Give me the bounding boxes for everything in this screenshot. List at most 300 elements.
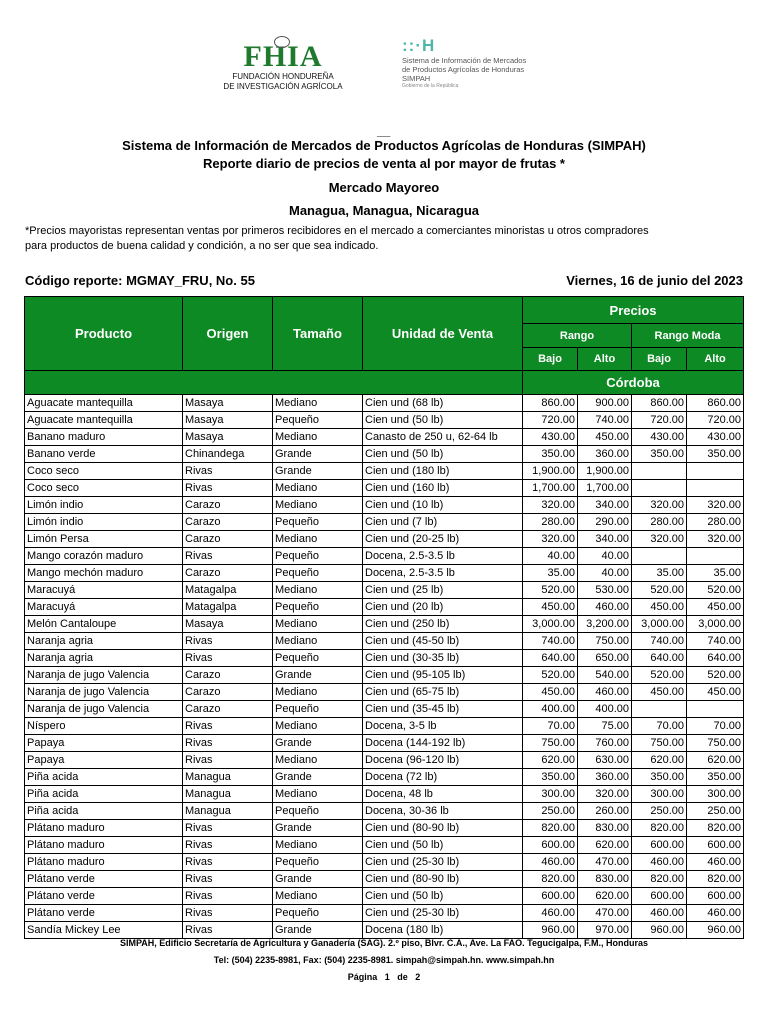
table-row <box>25 888 744 905</box>
table-row <box>25 667 744 684</box>
cell-bajo: 960.00 <box>523 922 578 939</box>
cell-origen: Carazo <box>183 684 273 701</box>
price-note-line2: para productos de buena calidad y condición, a no ser que sea indicado. <box>25 240 379 252</box>
cell-bajo-moda: 450.00 <box>632 684 687 701</box>
table-row <box>25 735 744 752</box>
cell-bajo-moda: 720.00 <box>632 412 687 429</box>
cell-producto: Mango mechón maduro <box>25 565 183 582</box>
cell-origen: Rivas <box>183 718 273 735</box>
cell-alto-moda: 450.00 <box>687 684 744 701</box>
cell-bajo-moda: 860.00 <box>632 395 687 412</box>
cell-alto-moda: 600.00 <box>687 837 744 854</box>
cell-unidad: Docena, 2.5-3.5 lb <box>363 565 523 582</box>
cell-bajo: 70.00 <box>523 718 578 735</box>
cell-producto: Coco seco <box>25 480 183 497</box>
cell-origen: Rivas <box>183 480 273 497</box>
cell-alto-moda: 640.00 <box>687 650 744 667</box>
col-unidad: Unidad de Venta <box>363 297 523 371</box>
cell-unidad: Cien und (30-35 lb) <box>363 650 523 667</box>
cell-unidad: Cien und (50 lb) <box>363 837 523 854</box>
cell-origen: Matagalpa <box>183 599 273 616</box>
cell-bajo-moda: 280.00 <box>632 514 687 531</box>
cell-tamano: Mediano <box>273 684 363 701</box>
cell-alto: 620.00 <box>578 837 632 854</box>
table-row <box>25 531 744 548</box>
cell-tamano: Mediano <box>273 395 363 412</box>
cell-alto: 750.00 <box>578 633 632 650</box>
cell-unidad: Cien und (7 lb) <box>363 514 523 531</box>
cell-bajo: 450.00 <box>523 684 578 701</box>
cell-tamano: Pequeño <box>273 854 363 871</box>
cell-producto: Papaya <box>25 752 183 769</box>
cell-bajo-moda: 640.00 <box>632 650 687 667</box>
cell-bajo: 460.00 <box>523 905 578 922</box>
cell-alto: 630.00 <box>578 752 632 769</box>
cell-bajo: 640.00 <box>523 650 578 667</box>
cell-origen: Rivas <box>183 820 273 837</box>
cell-bajo-moda: 350.00 <box>632 769 687 786</box>
cell-bajo: 1,700.00 <box>523 480 578 497</box>
cell-origen: Rivas <box>183 837 273 854</box>
cell-producto: Níspero <box>25 718 183 735</box>
cell-producto: Aguacate mantequilla <box>25 395 183 412</box>
cell-alto: 450.00 <box>578 429 632 446</box>
cell-unidad: Docena, 3-5 lb <box>363 718 523 735</box>
cell-alto: 460.00 <box>578 684 632 701</box>
cell-tamano: Grande <box>273 463 363 480</box>
cell-bajo: 740.00 <box>523 633 578 650</box>
market-name: Mercado Mayoreo <box>328 180 440 195</box>
cell-alto: 360.00 <box>578 769 632 786</box>
cell-tamano: Pequeño <box>273 412 363 429</box>
table-row <box>25 803 744 820</box>
cell-producto: Banano verde <box>25 446 183 463</box>
cell-unidad: Cien und (250 lb) <box>363 616 523 633</box>
cell-bajo: 350.00 <box>523 446 578 463</box>
cell-alto: 740.00 <box>578 412 632 429</box>
fhia-name-line2: DE INVESTIGACIÓN AGRÍCOLA <box>223 82 343 91</box>
cell-bajo: 620.00 <box>523 752 578 769</box>
cell-alto: 40.00 <box>578 565 632 582</box>
table-row <box>25 769 744 786</box>
cell-unidad: Cien und (65-75 lb) <box>363 684 523 701</box>
cell-unidad: Cien und (80-90 lb) <box>363 820 523 837</box>
header-dash: __ <box>377 124 391 138</box>
cell-unidad: Cien und (35-45 lb) <box>363 701 523 718</box>
cell-bajo-moda: 320.00 <box>632 531 687 548</box>
header-spacer <box>25 371 523 395</box>
table-row <box>25 633 744 650</box>
cell-origen: Rivas <box>183 735 273 752</box>
cell-bajo-moda: 820.00 <box>632 871 687 888</box>
table-row <box>25 565 744 582</box>
logos-area <box>0 34 768 110</box>
cell-bajo-moda <box>632 463 687 480</box>
simpah-name-line1: Sistema de Información de Mercados <box>402 56 527 65</box>
cell-origen: Carazo <box>183 497 273 514</box>
table-row <box>25 922 744 939</box>
cell-unidad: Cien und (25 lb) <box>363 582 523 599</box>
cell-tamano: Grande <box>273 667 363 684</box>
cell-alto-moda: 70.00 <box>687 718 744 735</box>
cell-origen: Carazo <box>183 531 273 548</box>
cell-bajo-moda: 750.00 <box>632 735 687 752</box>
cell-tamano: Pequeño <box>273 905 363 922</box>
cell-bajo-moda: 70.00 <box>632 718 687 735</box>
price-note <box>25 224 725 254</box>
cell-tamano: Grande <box>273 820 363 837</box>
cell-bajo: 750.00 <box>523 735 578 752</box>
cell-alto-moda: 520.00 <box>687 582 744 599</box>
table-row <box>25 497 744 514</box>
cell-unidad: Cien und (20-25 lb) <box>363 531 523 548</box>
currency-header: Córdoba <box>523 371 744 395</box>
cell-origen: Rivas <box>183 922 273 939</box>
simpah-logo-mark: ::·H <box>402 36 436 55</box>
col-origen: Origen <box>183 297 273 371</box>
cell-producto: Plátano maduro <box>25 820 183 837</box>
cell-origen: Matagalpa <box>183 582 273 599</box>
table-row <box>25 582 744 599</box>
cell-origen: Rivas <box>183 871 273 888</box>
cell-bajo: 40.00 <box>523 548 578 565</box>
cell-producto: Melón Cantaloupe <box>25 616 183 633</box>
cell-alto-moda <box>687 480 744 497</box>
table-row <box>25 786 744 803</box>
cell-alto-moda: 460.00 <box>687 854 744 871</box>
simpah-name-line3: SIMPAH <box>402 74 431 83</box>
cell-alto-moda <box>687 701 744 718</box>
cell-bajo: 320.00 <box>523 531 578 548</box>
cell-tamano: Pequeño <box>273 650 363 667</box>
table-row <box>25 395 744 412</box>
cell-origen: Managua <box>183 786 273 803</box>
cell-alto: 290.00 <box>578 514 632 531</box>
cell-alto: 75.00 <box>578 718 632 735</box>
cell-bajo-moda: 35.00 <box>632 565 687 582</box>
cell-alto: 830.00 <box>578 820 632 837</box>
table-row <box>25 837 744 854</box>
cell-alto: 830.00 <box>578 871 632 888</box>
cell-alto-moda <box>687 548 744 565</box>
table-row <box>25 463 744 480</box>
cell-bajo-moda: 430.00 <box>632 429 687 446</box>
cell-producto: Aguacate mantequilla <box>25 412 183 429</box>
cell-unidad: Cien und (25-30 lb) <box>363 854 523 871</box>
table-row <box>25 650 744 667</box>
cell-tamano: Mediano <box>273 582 363 599</box>
cell-producto: Naranja agria <box>25 650 183 667</box>
table-row <box>25 514 744 531</box>
cell-producto: Piña acida <box>25 786 183 803</box>
cell-tamano: Mediano <box>273 480 363 497</box>
cell-bajo: 600.00 <box>523 888 578 905</box>
cell-alto: 1,900.00 <box>578 463 632 480</box>
cell-producto: Limón indio <box>25 514 183 531</box>
col-tamano: Tamaño <box>273 297 363 371</box>
cell-producto: Plátano maduro <box>25 837 183 854</box>
cell-alto-moda: 350.00 <box>687 446 744 463</box>
cell-alto-moda: 3,000.00 <box>687 616 744 633</box>
cell-origen: Masaya <box>183 429 273 446</box>
simpah-name-line4: Gobierno de la República <box>402 83 459 89</box>
cell-bajo-moda: 350.00 <box>632 446 687 463</box>
cell-alto-moda: 600.00 <box>687 888 744 905</box>
cell-alto: 360.00 <box>578 446 632 463</box>
table-row <box>25 871 744 888</box>
cell-alto: 650.00 <box>578 650 632 667</box>
cell-bajo-moda: 460.00 <box>632 905 687 922</box>
cell-tamano: Grande <box>273 735 363 752</box>
cell-alto-moda: 350.00 <box>687 769 744 786</box>
cell-origen: Rivas <box>183 905 273 922</box>
cell-bajo-moda: 600.00 <box>632 888 687 905</box>
cell-alto: 40.00 <box>578 548 632 565</box>
cell-alto-moda: 35.00 <box>687 565 744 582</box>
cell-producto: Piña acida <box>25 769 183 786</box>
globe-icon <box>274 36 290 48</box>
cell-bajo: 720.00 <box>523 412 578 429</box>
fhia-logo <box>218 34 348 104</box>
prices-table <box>24 296 744 939</box>
cell-bajo-moda: 620.00 <box>632 752 687 769</box>
table-row <box>25 599 744 616</box>
table-body <box>25 395 744 939</box>
cell-bajo-moda: 520.00 <box>632 667 687 684</box>
cell-alto: 470.00 <box>578 905 632 922</box>
cell-unidad: Cien und (80-90 lb) <box>363 871 523 888</box>
cell-unidad: Docena (180 lb) <box>363 922 523 939</box>
footer-address: SIMPAH, Edificio Secretaría de Agricultura y Ganadería (SAG). 2.º piso, Blvr. C.A., Ave. La FAO. Tegucigalpa, F.M., Honduras <box>119 938 649 948</box>
cell-tamano: Mediano <box>273 616 363 633</box>
cell-alto-moda: 520.00 <box>687 667 744 684</box>
cell-alto-moda: 430.00 <box>687 429 744 446</box>
cell-unidad: Cien und (180 lb) <box>363 463 523 480</box>
cell-bajo-moda: 820.00 <box>632 820 687 837</box>
col-rango: Rango <box>523 324 632 348</box>
cell-bajo-moda: 450.00 <box>632 599 687 616</box>
cell-alto: 540.00 <box>578 667 632 684</box>
cell-tamano: Mediano <box>273 718 363 735</box>
cell-alto: 3,200.00 <box>578 616 632 633</box>
cell-tamano: Pequeño <box>273 599 363 616</box>
table-row <box>25 752 744 769</box>
cell-tamano: Pequeño <box>273 514 363 531</box>
col-producto: Producto <box>25 297 183 371</box>
table-row <box>25 820 744 837</box>
table-row <box>25 616 744 633</box>
price-note-line1: *Precios mayoristas representan ventas por primeros recibidores en el mercado a comerciantes minoristas u otros compradores <box>25 225 649 237</box>
table-row <box>25 701 744 718</box>
cell-unidad: Cien und (45-50 lb) <box>363 633 523 650</box>
cell-alto-moda: 300.00 <box>687 786 744 803</box>
cell-tamano: Grande <box>273 769 363 786</box>
cell-bajo-moda: 250.00 <box>632 803 687 820</box>
simpah-name-line2: de Productos Agrícolas de Honduras <box>402 65 525 74</box>
cell-alto-moda: 820.00 <box>687 871 744 888</box>
cell-producto: Maracuyá <box>25 582 183 599</box>
footer-contact: Tel: (504) 2235-8981, Fax: (504) 2235-8981. simpah@simpah.hn. www.simpah.hn <box>213 955 555 965</box>
cell-bajo-moda <box>632 548 687 565</box>
report-title: Sistema de Información de Mercados de Productos Agrícolas de Honduras (SIMPAH) <box>122 138 646 153</box>
cell-origen: Rivas <box>183 854 273 871</box>
cell-bajo-moda: 740.00 <box>632 633 687 650</box>
cell-origen: Managua <box>183 769 273 786</box>
cell-producto: Banano maduro <box>25 429 183 446</box>
cell-bajo: 520.00 <box>523 582 578 599</box>
cell-bajo: 600.00 <box>523 837 578 854</box>
cell-unidad: Cien und (50 lb) <box>363 888 523 905</box>
cell-bajo-moda <box>632 480 687 497</box>
cell-producto: Plátano verde <box>25 888 183 905</box>
cell-producto: Naranja de jugo Valencia <box>25 684 183 701</box>
cell-alto-moda: 740.00 <box>687 633 744 650</box>
cell-bajo: 430.00 <box>523 429 578 446</box>
cell-unidad: Cien und (50 lb) <box>363 412 523 429</box>
table-row <box>25 684 744 701</box>
cell-unidad: Docena (72 lb) <box>363 769 523 786</box>
cell-bajo: 350.00 <box>523 769 578 786</box>
cell-alto-moda: 280.00 <box>687 514 744 531</box>
cell-producto: Mango corazón maduro <box>25 548 183 565</box>
cell-tamano: Mediano <box>273 786 363 803</box>
col-precios: Precios <box>523 297 744 324</box>
fhia-logo-mark: FHIA <box>243 40 323 73</box>
cell-bajo: 400.00 <box>523 701 578 718</box>
cell-origen: Masaya <box>183 395 273 412</box>
cell-bajo: 300.00 <box>523 786 578 803</box>
cell-tamano: Grande <box>273 446 363 463</box>
cell-alto: 970.00 <box>578 922 632 939</box>
col-bajo-moda: Bajo <box>632 348 687 371</box>
cell-producto: Limón indio <box>25 497 183 514</box>
cell-tamano: Grande <box>273 922 363 939</box>
cell-alto: 530.00 <box>578 582 632 599</box>
cell-bajo: 460.00 <box>523 854 578 871</box>
report-date: Viernes, 16 de junio del 2023 <box>566 273 743 288</box>
table-row <box>25 718 744 735</box>
cell-alto-moda: 820.00 <box>687 820 744 837</box>
cell-producto: Piña acida <box>25 803 183 820</box>
fhia-name-line1: FUNDACIÓN HONDUREÑA <box>232 72 334 81</box>
cell-bajo: 35.00 <box>523 565 578 582</box>
cell-bajo: 3,000.00 <box>523 616 578 633</box>
cell-producto: Naranja agria <box>25 633 183 650</box>
cell-producto: Plátano maduro <box>25 854 183 871</box>
cell-alto-moda: 960.00 <box>687 922 744 939</box>
cell-alto: 340.00 <box>578 497 632 514</box>
cell-alto: 260.00 <box>578 803 632 820</box>
cell-alto-moda: 860.00 <box>687 395 744 412</box>
cell-bajo-moda: 600.00 <box>632 837 687 854</box>
cell-producto: Sandía Mickey Lee <box>25 922 183 939</box>
cell-origen: Rivas <box>183 752 273 769</box>
cell-alto-moda: 320.00 <box>687 497 744 514</box>
cell-origen: Carazo <box>183 701 273 718</box>
cell-unidad: Cien und (160 lb) <box>363 480 523 497</box>
cell-origen: Carazo <box>183 514 273 531</box>
cell-tamano: Pequeño <box>273 548 363 565</box>
cell-bajo: 820.00 <box>523 871 578 888</box>
cell-bajo-moda: 460.00 <box>632 854 687 871</box>
cell-bajo-moda: 520.00 <box>632 582 687 599</box>
cell-unidad: Docena, 48 lb <box>363 786 523 803</box>
cell-unidad: Cien und (95-105 lb) <box>363 667 523 684</box>
cell-bajo-moda: 3,000.00 <box>632 616 687 633</box>
cell-producto: Papaya <box>25 735 183 752</box>
cell-alto: 320.00 <box>578 786 632 803</box>
cell-producto: Plátano verde <box>25 871 183 888</box>
cell-unidad: Cien und (20 lb) <box>363 599 523 616</box>
cell-alto: 340.00 <box>578 531 632 548</box>
cell-producto: Naranja de jugo Valencia <box>25 667 183 684</box>
cell-tamano: Mediano <box>273 837 363 854</box>
cell-origen: Rivas <box>183 650 273 667</box>
cell-alto-moda: 250.00 <box>687 803 744 820</box>
col-alto: Alto <box>578 348 632 371</box>
cell-alto: 1,700.00 <box>578 480 632 497</box>
cell-origen: Masaya <box>183 412 273 429</box>
cell-bajo-moda: 960.00 <box>632 922 687 939</box>
cell-alto: 470.00 <box>578 854 632 871</box>
cell-unidad: Cien und (50 lb) <box>363 446 523 463</box>
table-row <box>25 480 744 497</box>
cell-bajo: 1,900.00 <box>523 463 578 480</box>
cell-unidad: Docena (96-120 lb) <box>363 752 523 769</box>
table-row <box>25 446 744 463</box>
cell-tamano: Mediano <box>273 633 363 650</box>
cell-unidad: Cien und (25-30 lb) <box>363 905 523 922</box>
cell-bajo-moda: 320.00 <box>632 497 687 514</box>
cell-origen: Rivas <box>183 548 273 565</box>
cell-producto: Maracuyá <box>25 599 183 616</box>
report-code: Código reporte: MGMAY_FRU, No. 55 <box>25 273 255 288</box>
table-row <box>25 412 744 429</box>
cell-bajo: 320.00 <box>523 497 578 514</box>
table-row <box>25 429 744 446</box>
cell-tamano: Mediano <box>273 429 363 446</box>
cell-tamano: Mediano <box>273 531 363 548</box>
cell-alto: 400.00 <box>578 701 632 718</box>
cell-bajo: 450.00 <box>523 599 578 616</box>
cell-unidad: Cien und (10 lb) <box>363 497 523 514</box>
cell-bajo: 820.00 <box>523 820 578 837</box>
table-row <box>25 905 744 922</box>
cell-unidad: Docena (144-192 lb) <box>363 735 523 752</box>
cell-bajo: 520.00 <box>523 667 578 684</box>
cell-origen: Chinandega <box>183 446 273 463</box>
cell-bajo-moda: 300.00 <box>632 786 687 803</box>
cell-origen: Managua <box>183 803 273 820</box>
cell-producto: Plátano verde <box>25 905 183 922</box>
cell-bajo: 250.00 <box>523 803 578 820</box>
cell-alto-moda <box>687 463 744 480</box>
cell-producto: Limón Persa <box>25 531 183 548</box>
page-number: Página 1 de 2 <box>347 972 421 982</box>
simpah-logo <box>402 36 554 110</box>
cell-unidad: Docena, 2.5-3.5 lb <box>363 548 523 565</box>
cell-alto-moda: 460.00 <box>687 905 744 922</box>
cell-bajo: 860.00 <box>523 395 578 412</box>
table-row <box>25 548 744 565</box>
cell-tamano: Pequeño <box>273 565 363 582</box>
cell-origen: Masaya <box>183 616 273 633</box>
col-rango-moda: Rango Moda <box>632 324 744 348</box>
cell-producto: Naranja de jugo Valencia <box>25 701 183 718</box>
cell-tamano: Mediano <box>273 888 363 905</box>
cell-bajo-moda <box>632 701 687 718</box>
col-bajo: Bajo <box>523 348 578 371</box>
